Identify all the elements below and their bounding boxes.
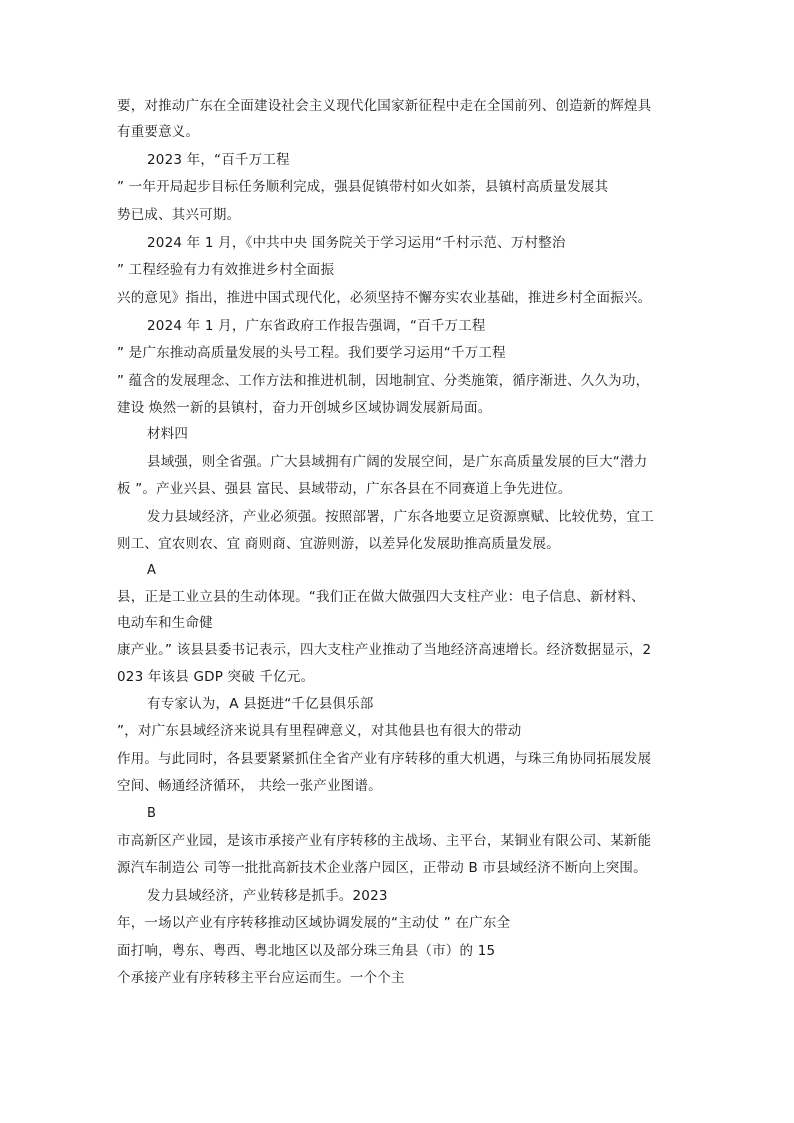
text-line: 空间、畅通经济循环， 共绘一张产业图谱。 bbox=[117, 778, 382, 794]
text-line: 个承接产业有序转移主平台应运而生。一个个主 bbox=[117, 970, 405, 986]
text-line: 发力县域经济，产业必须强。按照部署，广东各地要立足资源禀赋、比较优势，宜工 bbox=[147, 509, 654, 525]
text-line: ” 蕴含的发展理念、工作方法和推进机制，因地制宜、分类施策，循序渐进、久久为功， bbox=[117, 373, 650, 389]
text-line: B bbox=[147, 806, 157, 821]
text-line: 市高新区产业园，是该市承接产业有序转移的主战场、主平台，某铜业有限公司、某新能 bbox=[117, 833, 652, 849]
text-line: 2023 年，“百千万工程 bbox=[147, 152, 290, 168]
text-line: 康产业。” 该县县委书记表示，四大支柱产业推动了当地经济高速增长。经济数据显示，2 bbox=[117, 642, 652, 658]
section-heading: 材料四 bbox=[147, 426, 189, 442]
text-line: 县域强，则全省强。广大县域拥有广阔的发展空间，是广东高质量发展的巨大“潜力 bbox=[147, 454, 648, 470]
text-line: 建设 焕然一新的县镇村，奋力开创城乡区域协调发展新局面。 bbox=[117, 400, 492, 416]
text-line: 要，对推动广东在全面建设社会主义现代化国家新征程中走在全国前列、创造新的辉煌具 bbox=[117, 98, 652, 114]
text-line: ”，对广东县域经济来说具有里程碑意义，对其他县也有很大的带动 bbox=[117, 723, 522, 739]
text-line: 县，正是工业立县的生动体现。“我们正在做大做强四大支柱产业：电子信息、新材料、 bbox=[117, 589, 645, 605]
text-line: ” 一年开局起步目标任务顺利完成，强县促镇带村如火如荼，县镇村高质量发展其 bbox=[117, 179, 609, 195]
text-line: 2024 年 1 月，《中共中央 国务院关于学习运用“千村示范、万村整治 bbox=[147, 235, 566, 251]
text-line: ” 是广东推动高质量发展的头号工程。我们要学习运用“千万工程 bbox=[117, 345, 506, 361]
text-line: 作用。与此同时，各县要紧紧抓住全省产业有序转移的重大机遇，与珠三角协同拓展发展 bbox=[117, 751, 652, 767]
text-line: 源汽车制造公 司等一批批高新技术企业落户园区，正带动 B 市县域经济不断向上突围。 bbox=[117, 860, 647, 876]
text-line: 板 ”。产业兴县、强县 富民、县域带动，广东各县在不同赛道上争先进位。 bbox=[117, 481, 572, 497]
text-line: 势已成、其兴可期。 bbox=[117, 207, 241, 223]
text-line: 023 年该县 GDP 突破 千亿元。 bbox=[117, 669, 315, 685]
text-line: 电动车和生命健 bbox=[117, 615, 213, 631]
text-line: 发力县域经济，产业转移是抓手。2023 bbox=[147, 888, 388, 904]
text-line: 则工、宜农则农、宜 商则商、宜游则游，以差异化发展助推高质量发展。 bbox=[117, 536, 560, 552]
text-line: 年，一场以产业有序转移推动区域协调发展的“主动仗 ” 在广东全 bbox=[117, 915, 511, 931]
text-line: 面打响，粤东、粤西、粤北地区以及部分珠三角县（市）的 15 bbox=[117, 943, 496, 959]
text-line: 有重要意义。 bbox=[117, 124, 200, 140]
text-line: 2024 年 1 月，广东省政府工作报告强调，“百千万工程 bbox=[147, 318, 486, 334]
text-line: 有专家认为，A 县挺进“千亿县俱乐部 bbox=[147, 696, 374, 712]
text-line: ” 工程经验有力有效推进乡村全面振 bbox=[117, 262, 335, 278]
text-line: 兴的意见》指出，推进中国式现代化，必须坚持不懈夯实农业基础，推进乡村全面振兴。 bbox=[117, 290, 652, 306]
text-line: A bbox=[147, 563, 157, 578]
